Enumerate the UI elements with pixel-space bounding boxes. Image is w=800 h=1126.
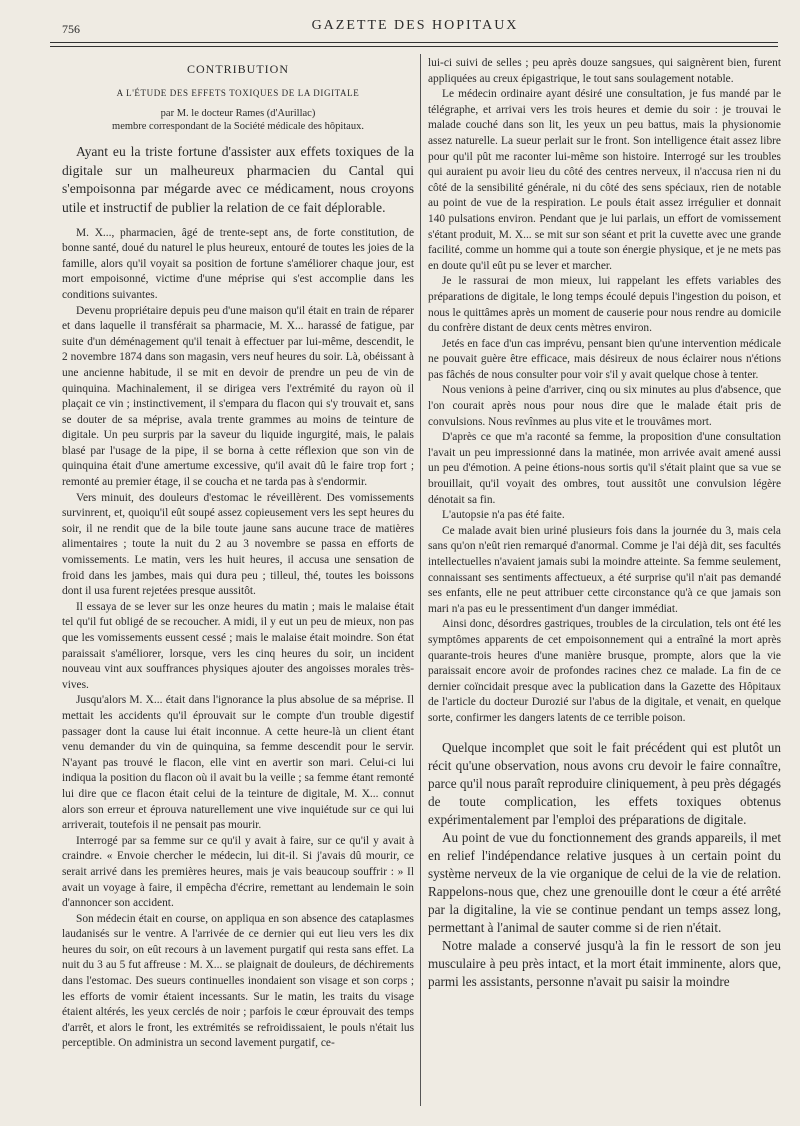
paragraph: Jusqu'alors M. X... était dans l'ignorance la plus absolue de sa méprise. Il mettait les accidents qu'il éprouvait sur le compte d'un trouble digestif passager dont la cause lui était inconnue. A cette heure-là un client étant venu demander du vin de quinquina, sa femme descendit pour le servir. N'ayant pas trouvé le flacon, elle vint en avertir son mari. Celui-ci lui indiqua la position du flacon où il avait bu la veille ; sa femme étant remonté lui dire que ce flacon était celui de la teinture de digitale, M. X... connut alors son erreur et éprouva naturellement une vive inquiétude sur ce qui lui arriverait, toutefois il ne pensait pas mourir. <box>62 694 414 832</box>
right-column <box>428 56 781 1108</box>
paragraph: Ainsi donc, désordres gastriques, troubles de la circulation, tels ont été les symptômes apparents de cet empoisonnement qui a entraîné la mort après quarante-trois heures d'une manière brusque, prompte, alors que la vie paraissait encore avoir de profondes racines chez ce malade. La fin de ce dernier coïncidait presque avec la publication dans la Gazette des Hôpitaux de l'article du docteur Durozié sur l'abus de la digitale, et venait, en quelque sorte, confirmer les dangers latents de ce terrible poison. <box>428 618 781 724</box>
journal-title: GAZETTE DES HOPITAUX <box>311 18 519 33</box>
paragraph: M. X..., pharmacien, âgé de trente-sept ans, de forte constitution, de bonne santé, doué du naturel le plus heureux, entouré de toutes les joies de la famille, alors qu'il voyait sa position de fortune s'améliorer chaque jour, est mort empoisonné, victime d'une méprise qui s'est accomplie dans les conditions suivantes. <box>62 226 414 301</box>
left-column <box>62 56 414 1108</box>
section-gap <box>428 727 781 739</box>
paragraph: Nous venions à peine d'arriver, cinq ou six minutes au plus d'absence, que l'on courait après nous pour nous dire que le malade était pris de convulsions. Nous revînmes au plus vite et le trouvâmes mort. <box>428 384 781 428</box>
paragraph: Vers minuit, des douleurs d'estomac le réveillèrent. Des vomissements survinrent, et, quoiqu'il eût soupé assez copieusement vers les sept heures du soir, il ne rendit que de la bile toute jaune sans aucune trace de matières alimentaires ; toute la nuit du 2 au 3 novembre se passa en efforts de vomissements. Le matin, vers les huit heures, il accusa une sensation de froid dans les jambes, mais qui dura peu ; tilleul, thé, toutes les boissons dont il usa furent rejetées presque aussitôt. <box>62 491 414 598</box>
paragraph: D'après ce que m'a raconté sa femme, la proposition d'une consultation l'avait un peu impressionné dans la matinée, mon arrivée avait amené aussi un peu d'émotion. A peine étions-nous sortis qu'il s'était plaint que sa vue se brouillait, qu'il voyait des ombres, tout aussitôt une convulsion légère dénotait sa fin. <box>428 431 781 506</box>
page-number: 756 <box>62 22 80 36</box>
paragraph: Devenu propriétaire depuis peu d'une maison qu'il était en train de réparer et dans laquelle il transférait sa pharmacie, M. X... harassé de fatigue, par suite d'un déménagement qu'il tenait à effectuer par lui-même, descendit, le 2 novembre 1874 dans son magasin, vers neuf heures du soir. Là, obéissant à une ancienne habitude, il se mit en devoir de prendre un peu de vin de quinquina. Machinalement, il se dirigea vers l'extrémité du rayon où il plaçait ce vin ; instinctivement, il s'empara du flacon qui s'y trouvait et, sans se douter de sa méprise, avala trente grammes au moins de teinture de digitale. Un peu surpris par la saveur du liquide ingurgité, mais, le palais blasé par l'usage de la pipe, il se borna à cette réflexion que son vin de quinquina était d'une amertume excessive, qu'il avait dû le faire trop fort ; remonté au premier étage, il se coucha et ne tarda pas à s'endormir. <box>62 304 414 489</box>
column-divider <box>420 54 421 1106</box>
paragraph: Je le rassurai de mon mieux, lui rappelant les effets variables des préparations de digitale, le long temps écoulé depuis l'ingestion du poison, et nous le quittâmes après un moment de causerie pour nous rendre au domicile du confrère distant de deux cents mètres environ. <box>428 275 781 335</box>
header-rule-top <box>50 42 778 43</box>
paragraph: Son médecin était en course, on appliqua en son absence des cataplasmes laudanisés sur le ventre. A l'arrivée de ce dernier qui eut lieu vers les dix heures du soir, on eût recours à un lavement purgatif qui resta sans effet. La nuit du 3 au 5 fut affreuse : M. X... se plaignait de douleurs, de déchirements dans l'estomac. Des sueurs continuelles inondaient son visage et son corps ; les efforts de vomir étaient incessants. Sur le matin, les traits du visage étaient altérés, les yeux cerclés de noir ; parfois le cœur éprouvait des temps d'arrêt, et alors le front, les extrémités se refroidissaient, le pouls n'était lus perceptible. On administra un second lavement purgatif, ce- <box>62 912 414 1050</box>
paragraph: Ayant eu la triste fortune d'assister aux effets toxiques de la digitale sur un malheureux pharmacien du Cantal qui s'empoisonna par mégarde avec ce médicament, nous croyons utile et instructif de publier la relation de ce fait déplorable. <box>62 144 414 215</box>
byline-author: par M. le docteur Rames (d'Aurillac) <box>160 108 316 120</box>
byline-affiliation: membre correspondant de la Société médicale des hôpitaux. <box>112 121 364 133</box>
article-byline <box>62 107 414 133</box>
paragraph: Jetés en face d'un cas imprévu, pensant bien qu'une intervention médicale ne pouvait guère être efficace, mais désireux de nous éclairer nous n'étions pas fâchés de nous consulter pour voir s'il y avait quelque chose à tenter. <box>428 337 781 381</box>
paragraph: Notre malade a conservé jusqu'à la fin le ressort de son jeu musculaire à peu près intact, et la mort était imminente, alors que, parmi les assistants, personne n'avait pu saisir la moindre <box>428 937 781 989</box>
page-header <box>50 12 780 42</box>
paragraph: Il essaya de se lever sur les onze heures du matin ; mais le malaise était tel qu'il fut obligé de se recoucher. A midi, il y eut un peu de mieux, non pas que les vomissements eussent cessé ; mais le malaise était moindre. Son état paraissait s'améliorer, lorsque, vers les cinq heures du soir, un incident nouveau vint aux souffrances physiques ajouter des angoisses morales très-vives. <box>62 600 414 691</box>
header-rule-bottom <box>50 46 778 47</box>
paragraph: Le médecin ordinaire ayant désiré une consultation, je fus mandé par le télégraphe, et arrivai vers les trois heures et demie du soir : je trouvai le malade couché dans son lit, les yeux un peu battus, mais la physionomie assez naturelle. La sueur perlait sur le front. Son intelligence était assez libre pour qu'il pût me raconter lui-même son histoire. Interrogé sur les troubles qui auraient pu avoir lieu du côté des centres nerveux, il n'accusa rien ni du côté de la sensibilité générale, ni du côté des sens spéciaux, rien de notable au point de vue de la respiration. Le pouls était assez irrégulier et donnait 140 pulsations environ. Pendant que je lui parlais, un effort de vomissement s'étant produit, M. X... se mit sur son séant et prit la cuvette avec une grande facilité, comme un homme qui a toute son énergie physique, et je ne mets pas en doute qu'il eût pu se lever et marcher. <box>428 88 781 272</box>
paragraph: lui-ci suivi de selles ; peu après douze sangsues, qui saignèrent bien, furent appliquées au creux épigastrique, le tout sans soulagement notable. <box>428 57 781 85</box>
paragraph: Ce malade avait bien uriné plusieurs fois dans la journée du 3, mais cela sans qu'on n'eût rien remarqué d'anormal. Comme je l'ai déjà dit, ses facultés intellectuelles n'avaient jamais subi la moindre atteinte. Sa femme seulement, connaissant ses sentiments affectueux, a été surprise qu'il n'ait pas demandé ses enfants, elle ne peut attribuer cette circonstance qu'à ce que jamais son mari n'a pas eu le pressentiment d'un danger immédiat. <box>428 524 781 615</box>
article-title: CONTRIBUTION <box>187 62 289 76</box>
paragraph: Interrogé par sa femme sur ce qu'il y avait à faire, sur ce qu'il y avait à craindre. « Envoie chercher le médecin, lui dit-il. Si j'avais dû mourir, ce serait arrivé dans les premières heures, mais je vais beaucoup souffrir : » Il avait un voyage à faire, il empêcha d'écrire, remettant au lendemain le soin d'annoncer son accident. <box>62 834 414 910</box>
paragraph: L'autopsie n'a pas été faite. <box>442 509 565 522</box>
paragraph: Quelque incomplet que soit le fait précédent qui est plutôt un récit qu'une observation, nous avons cru devoir le faire connaître, parce qu'il nous paraît reproduire cliniquement, à peu près dégagés de toute complication, les effets toxiques obtenus expérimentalement par l'emploi des préparations de digitale. <box>428 739 781 827</box>
article-subtitle: A L'ÉTUDE DES EFFETS TOXIQUES DE LA DIGITALE <box>116 87 360 98</box>
paragraph: Au point de vue du fonctionnement des grands appareils, il met en relief l'indépendance relative jusques à un certain point du système nerveux de la vie organique de celui de la vie de relation. Rappelons-nous que, chez une grenouille dont le cœur a été arrêté par la digitaline, la vie se continue pendant un temps assez long, permettant à l'animal de sauter comme si de rien n'était. <box>428 829 781 935</box>
